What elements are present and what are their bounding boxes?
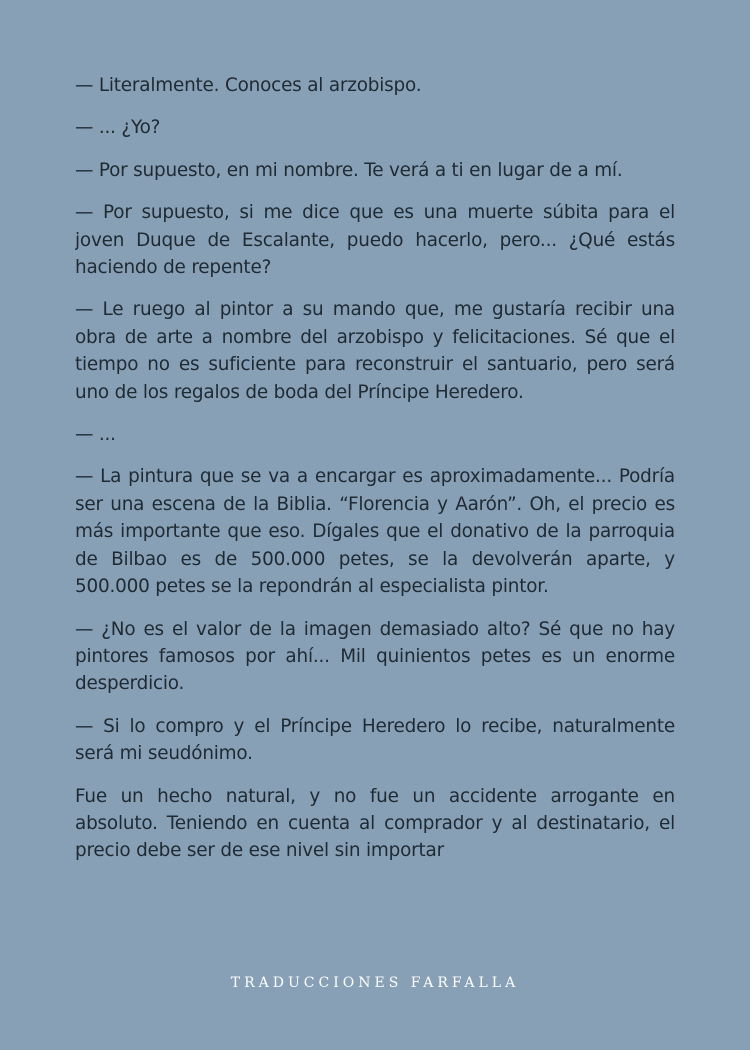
paragraph: — Si lo compro y el Príncipe Heredero lo recibe, naturalmente será mi seudónimo. [75, 715, 675, 765]
page-text [75, 72, 675, 962]
paragraph: — Por supuesto, en mi nombre. Te verá a ti en lugar de a mí. [75, 159, 623, 181]
paragraph: — Literalmente. Conoces al arzobispo. [75, 75, 422, 96]
paragraph: — ¿No es el valor de la imagen demasiado alto? Sé que no hay pintores famosos por ahí... Mil quinientos petes es un enorme desperdicio. [75, 618, 675, 695]
paragraph: — ... ¿Yo? [75, 117, 161, 139]
paragraph: — Le ruego al pintor a su mando que, me gustaría recibir una obra de arte a nombre del arzobispo y felicitaciones. Sé que el tiempo no es suficiente para reconstruir el santuario, pero será uno de los regalos de boda del Príncipe Heredero. [75, 299, 675, 403]
footer-credit: TRADUCCIONES FARFALLA [230, 975, 520, 991]
paragraph: — Por supuesto, si me dice que es una muerte súbita para el joven Duque de Escalante, puedo hacerlo, pero... ¿Qué estás haciendo de repente? [75, 202, 675, 279]
paragraph: Fue un hecho natural, y no fue un accidente arrogante en absoluto. Teniendo en cuenta al comprador y al destinatario, el precio debe ser de ese nivel sin importar [75, 785, 675, 862]
paragraph: — ... [75, 424, 116, 446]
paragraph: — La pintura que se va a encargar es aproximadamente... Podría ser una escena de la Biblia. “Florencia y Aarón”. Oh, el precio es más importante que eso. Dígales que el donativo de la parroquia de Bilbao es de 500.000 petes, se la devolverán aparte, y 500.000 petes se la repondrán al especialista pintor. [75, 466, 675, 598]
